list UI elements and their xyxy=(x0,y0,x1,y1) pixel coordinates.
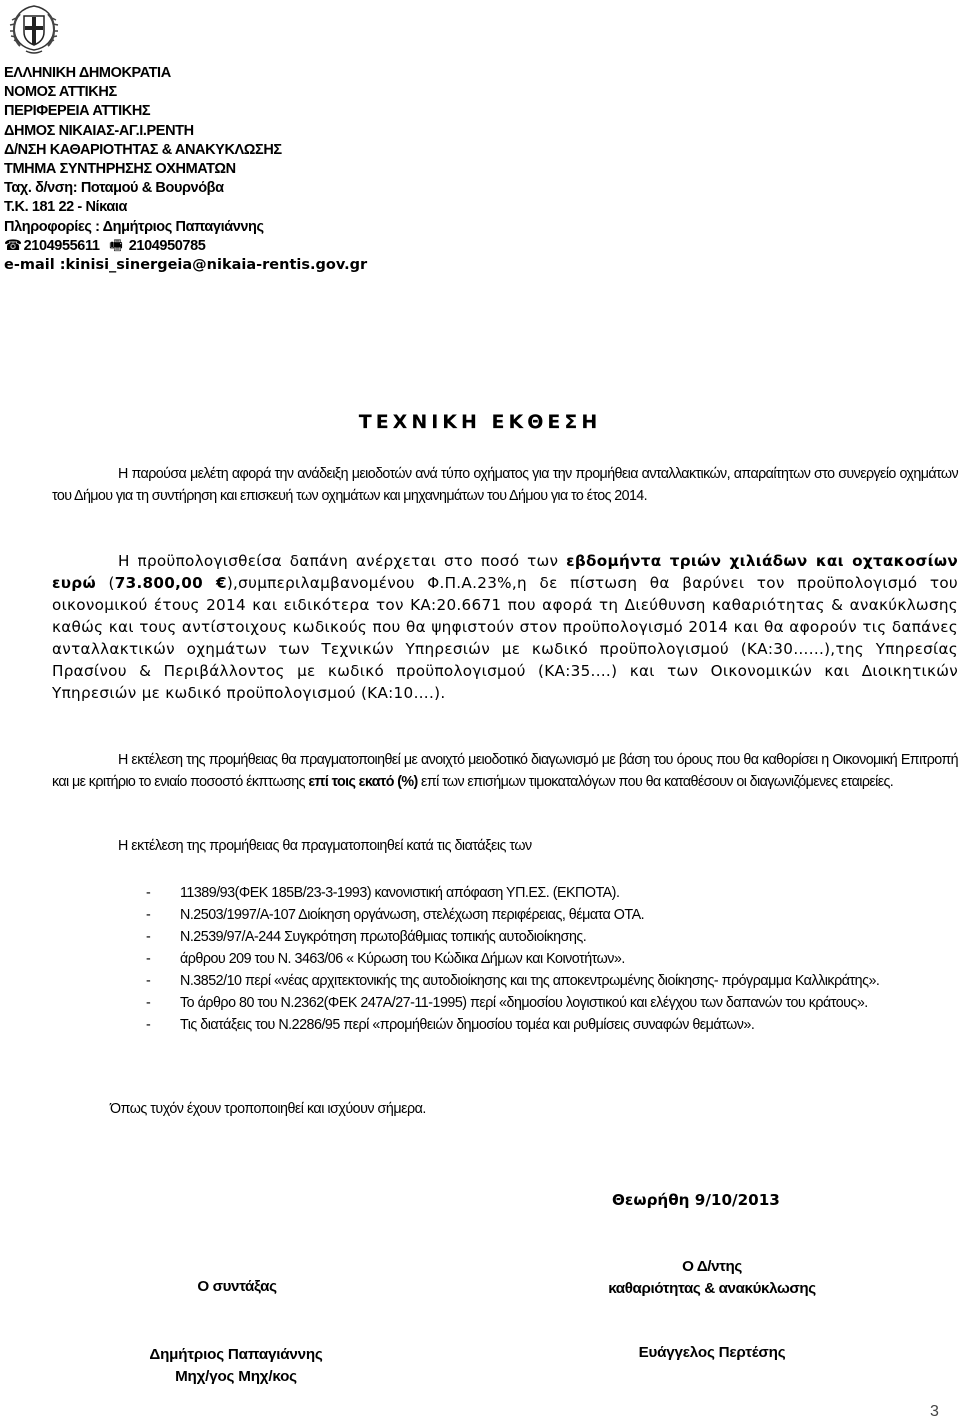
page-number: 3 xyxy=(930,1403,939,1420)
issuer-header xyxy=(4,64,367,275)
header-line-department: ΤΜΗΜΑ ΣΥΝΤΗΡΗΣΗΣ ΟΧΗΜΑΤΩΝ xyxy=(4,161,236,178)
list-dash: - xyxy=(146,885,151,901)
list-item xyxy=(146,882,918,904)
header-line-contact-person: Πληροφορίες : Δημήτριος Παπαγιάννης xyxy=(4,218,264,235)
budget-amount: 73.800,00 € xyxy=(114,574,227,592)
paragraph-purpose-text: Η παρούσα μελέτη αφορά την ανάδειξη μειοδοτών ανά τύπο οχήματος για την προμήθεια ανταλλακτικών, απαραίτητων στο συνεργείο οχημάτων του Δήμου για τη συντήρηση και επισκευή των οχημάτων και μηχανημάτων του Δήμου για το έτος 2014. xyxy=(52,466,958,504)
budget-text-2: ( xyxy=(95,574,115,592)
paragraph-procedure xyxy=(52,749,958,793)
fax-icon: 🖷 xyxy=(109,237,123,254)
approval-date: Θεωρήθη 9/10/2013 xyxy=(612,1191,780,1209)
list-item-text: 11389/93(ΦΕΚ 185Β/23-3-1993) κανονιστική απόφαση ΥΠ.ΕΣ. (ΕΚΠΟΤΑ). xyxy=(180,885,620,901)
author-signature-title: Ο συντάξας xyxy=(197,1278,277,1295)
list-item-text: Τις διατάξεις του Ν.2286/95 περί «προμήθειών δημοσίου τομέα και ρυθμίσεις συναφών θεμάτων». xyxy=(180,1017,755,1033)
header-email: e-mail :kinisi_sinergeia@nikaia-rentis.gov.gr xyxy=(4,257,368,274)
coat-of-arms-emblem xyxy=(6,4,62,56)
header-line-municipality: ΔΗΜΟΣ ΝΙΚΑΙΑΣ-ΑΓ.Ι.ΡΕΝΤΗ xyxy=(4,122,194,139)
budget-amount-words: εβδομήντα τριών χιλιάδων και οχτακοσίων ευρώ xyxy=(52,552,958,592)
document-title: ΤΕΧΝΙΚΗ ΕΚΘΕΣΗ xyxy=(358,411,602,433)
budget-text-3: ),συμπεριλαμβανομένου Φ.Π.Α.23%,η δε πίστωση θα βαρύνει τον προϋπολογισμό του οικονομικού έτους 2014 και ειδικότερα τον ΚΑ:20.6671 που αφορά τη Διεύθυνση καθαριότητας & ανακύκλωσης καθώς και τους αντίστοιχους κωδικούς που θα ψηφιστούν στον προϋπολογισμό 2014 και θα αφορούν τις δαπάνες ανταλλακτικών οχημάτων των Τεχνικών Υπηρεσιών με κωδικό προϋπολογισμού (ΚΑ:30…...),της Υπηρεσίας Πρασίνου & Περιβάλλοντος με κωδικό προϋπολογισμού (ΚΑ:35.…) και των Οικονομικών και Διοικητικών Υπηρεσιών με κωδικό προϋπολογισμού (ΚΑ:10….). xyxy=(52,574,959,702)
header-line-address: Ταχ. δ/νση: Ποταμού & Βουρνόβα xyxy=(4,180,224,197)
author-signature-name xyxy=(116,1344,356,1388)
list-item xyxy=(146,970,918,992)
list-dash: - xyxy=(146,951,151,967)
director-title-line1: Ο Δ/ντης xyxy=(682,1258,742,1275)
header-line-prefecture: ΝΟΜΟΣ ΑΤΤΙΚΗΣ xyxy=(4,84,117,101)
procedure-bold: επί τοις εκατό (%) xyxy=(308,774,418,790)
list-item xyxy=(146,904,918,926)
list-item-text: Το άρθρο 80 του Ν.2362(ΦΕΚ 247Α/27-11-1995) περί «δημοσίου λογιστικού και ελέγχου των δαπανών του κράτους». xyxy=(180,995,868,1011)
header-line-country: ΕΛΛΗΝΙΚΗ ΔΗΜΟΚΡΑΤΙΑ xyxy=(4,65,171,81)
list-item-text: Ν.3852/10 περί «νέας αρχιτεκτονικής της αυτοδιοίκησης και της αποκεντρωμένης διοίκησης- πρόγραμμα Καλλικράτης». xyxy=(180,973,880,989)
legal-provisions-list xyxy=(146,882,918,1036)
header-line-postcode: Τ.Κ. 181 22 - Νίκαια xyxy=(4,199,128,216)
list-item xyxy=(146,926,918,948)
director-signature-title xyxy=(572,1256,852,1300)
procedure-text-1: Η εκτέλεση της προμήθειας θα πραγματοποιηθεί με ανοιχτό μειοδοτικό διαγωνισμό με βάση του όρους που θα καθορίσει η Οικονομική Επιτροπή και με κριτήριο το ενιαίο ποσοστό έκπτωσης xyxy=(52,752,958,790)
procedure-text-2: επί των επισήμων τιμοκαταλόγων που θα καταθέσουν οι διαγωνιζόμενες εταιρείες. xyxy=(417,774,894,790)
list-item xyxy=(146,992,918,1014)
list-dash: - xyxy=(146,907,151,923)
list-item xyxy=(146,948,918,970)
phone-icon: ☎ xyxy=(4,237,22,254)
budget-text-1: Η προϋπολογισθείσα δαπάνη ανέρχεται στο ποσό των xyxy=(118,552,567,570)
list-dash: - xyxy=(146,973,151,989)
paragraph-purpose xyxy=(52,463,958,507)
header-line-region: ΠΕΡΙΦΕΡΕΙΑ ΑΤΤΙΚΗΣ xyxy=(4,103,151,120)
list-dash: - xyxy=(146,929,151,945)
header-line-directorate: Δ/ΝΣΗ ΚΑΘΑΡΙΟΤΗΤΑΣ & ΑΝΑΚΥΚΛΩΣΗΣ xyxy=(4,141,282,158)
list-dash: - xyxy=(146,1017,151,1033)
paragraph-provisions-intro: Η εκτέλεση της προμήθειας θα πραγματοποιηθεί κατά τις διατάξεις των xyxy=(118,838,532,854)
phone-number: 2104955611 xyxy=(23,237,100,254)
list-dash: - xyxy=(146,995,151,1011)
list-item xyxy=(146,1014,918,1036)
paragraph-as-amended: Όπως τυχόν έχουν τροποποιηθεί και ισχύουν σήμερα. xyxy=(110,1101,426,1117)
author-role: Μηχ/γος Μηχ/κος xyxy=(175,1368,297,1385)
list-item-text: Ν.2539/97/Α-244 Συγκρότηση πρωτοβάθμιας τοπικής αυτοδιοίκησης. xyxy=(180,929,587,945)
list-item-text: Ν.2503/1997/Α-107 Διοίκηση οργάνωση, στελέχωση περιφέρειας, θέματα ΟΤΑ. xyxy=(180,907,645,923)
fax-number: 2104950785 xyxy=(128,237,206,254)
author-name: Δημήτριος Παπαγιάννης xyxy=(149,1346,323,1363)
paragraph-budget xyxy=(52,550,958,704)
list-item-text: άρθρου 209 του Ν. 3463/06 « Κύρωση του Κώδικα Δήμων και Κοινοτήτων». xyxy=(180,951,625,967)
director-name: Ευάγγελος Περτέσης xyxy=(638,1344,786,1361)
header-line-phone-fax xyxy=(4,237,367,256)
director-title-line2: καθαριότητας & ανακύκλωσης xyxy=(608,1280,816,1297)
